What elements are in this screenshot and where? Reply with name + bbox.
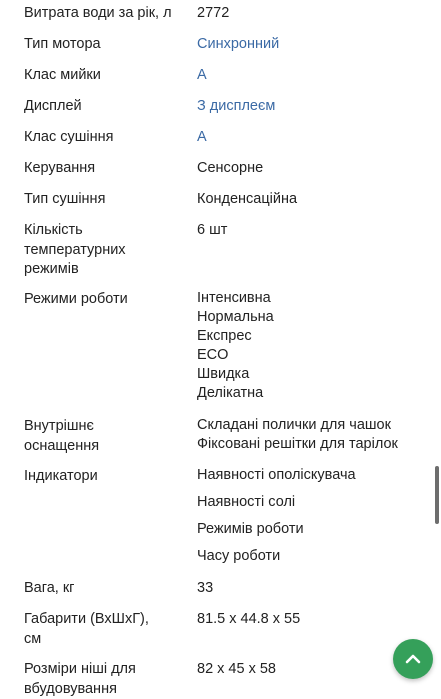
spec-label: Тип мотора [24,36,101,52]
spec-label: Клас мийки [24,67,101,83]
spec-value-item: Фіксовані решітки для тарілок [197,436,398,452]
spec-value-link[interactable]: A [197,129,207,145]
spec-value-item: Експрес [197,328,252,344]
spec-value: 6 шт [197,222,228,238]
spec-label: Внутрішнє оснащення [24,418,100,454]
spec-value-item: Складані полички для чашок [197,417,391,433]
spec-value-item: Часу роботи [197,548,281,564]
spec-value-item: Наявності солі [197,494,296,510]
spec-label: Тип сушіння [24,191,106,207]
scrollbar-thumb[interactable] [435,466,439,524]
spec-label: Дисплей [24,98,82,114]
spec-label: Індикатори [24,468,98,484]
spec-value-item: Режимів роботи [197,521,304,537]
spec-value: 82 x 45 x 58 [197,661,276,677]
spec-value: 81.5 x 44.8 x 55 [197,611,301,627]
spec-value-item: Нормальна [197,309,274,325]
spec-value-link[interactable]: Синхронний [197,36,280,52]
spec-value-item: Делікатна [197,385,264,401]
spec-value-link[interactable]: З дисплеєм [197,98,276,114]
spec-value: 2772 [197,5,230,21]
scroll-to-top-button[interactable] [393,639,433,679]
spec-value: 33 [197,580,214,596]
spec-value-item: ECO [197,347,229,363]
spec-value-item: Швидка [197,366,250,382]
chevron-up-icon [404,650,422,668]
spec-value-item: Інтенсивна [197,290,271,306]
spec-label: Клас сушіння [24,129,114,145]
spec-value-item: Наявності ополіскувача [197,467,356,483]
spec-label: Габарити (ВхШхГ), см [24,611,149,647]
spec-label: Витрата води за рік, л [24,5,172,21]
spec-value-link[interactable]: A [197,67,207,83]
spec-value: Сенсорне [197,160,264,176]
spec-label: Кількість температурних режимів [24,222,126,277]
spec-value: Конденсаційна [197,191,298,207]
spec-label: Режими роботи [24,291,128,307]
spec-label: Розміри ніші для вбудовування [24,661,136,697]
spec-label: Керування [24,160,96,176]
spec-label: Вага, кг [24,580,75,596]
